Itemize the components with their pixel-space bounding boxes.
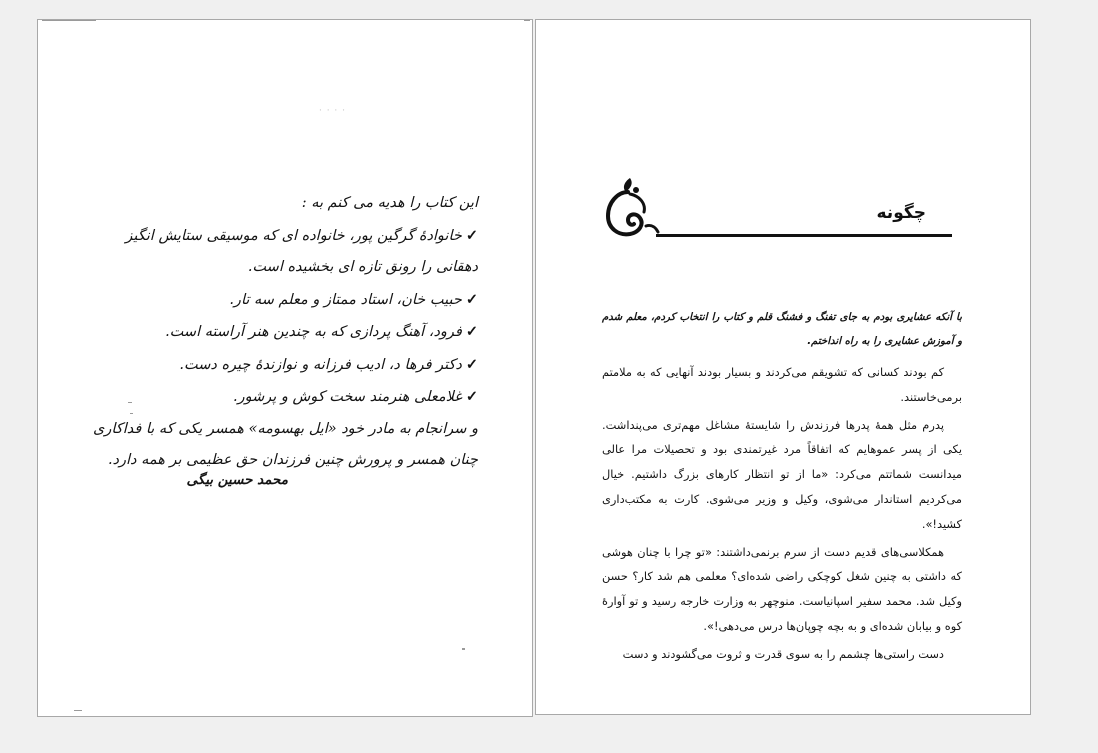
scan-speck bbox=[128, 402, 132, 403]
chapter-title: چگونه bbox=[876, 203, 926, 223]
chapter-body bbox=[602, 306, 962, 670]
dedication-line: چنان همسر و پرورش چنین فرزندان حق عظیمی بر همه دارد. bbox=[107, 452, 478, 468]
dedication-line: و سرانجام به مادر خود «ایل بهسومه» همسر یکی که با فداکاری bbox=[93, 420, 478, 437]
scan-speck bbox=[524, 20, 530, 21]
dedication-text bbox=[93, 188, 478, 477]
body-paragraph: کم بودند کسانی که تشویقم می‌کردند و بسیار بودند آنهایی که به ملامتم برمی‌خاستند. bbox=[602, 365, 962, 404]
faded-header-text: · · · · bbox=[318, 106, 346, 116]
scan-speck bbox=[462, 648, 465, 650]
chapter-epigraph: با آنکه عشایری بودم به جای تفنگ و فشنگ قلم و کتاب را انتخاب کردم، معلم شدم و آموزش عشایری را به راه انداختم. bbox=[602, 312, 962, 347]
check-mark-icon: ✓ bbox=[465, 388, 478, 405]
scan-speck bbox=[42, 20, 96, 21]
page-left-dedication bbox=[37, 19, 533, 717]
page-right-chapter bbox=[535, 19, 1031, 715]
scan-speck bbox=[74, 710, 82, 711]
dedication-line: ✓حبیب خان، استاد ممتاز و معلم سه تار. bbox=[229, 290, 478, 308]
body-paragraph: همکلاسی‌های قدیم دست از سرم برنمی‌داشتند: «تو چرا با چنان هوشی که داشتی به چنین شغل کوچکی راضی شده‌ای؟ معلمی هم شد کار؟ حسن وکیل شد. محمد سفیر اسپانیاست. منوچهر به وزارت خارجه رسید و تو آوارهٔ کوه و بیابان شده‌ای و به بچه چوپان‌ها درس می‌دهی!». bbox=[602, 544, 962, 633]
dedication-line: ✓دکتر فرها د، ادیب فرزانه و نوازندهٔ چیره دست. bbox=[179, 355, 478, 373]
body-paragraph: دست راستی‌ها چشمم را به سوی قدرت و ثروت می‌گشودند و دست bbox=[622, 646, 944, 661]
dedication-line: دهقانی را رونق تازه ای بخشیده است. bbox=[247, 259, 478, 275]
check-mark-icon: ✓ bbox=[465, 290, 478, 308]
check-mark-icon: ✓ bbox=[465, 226, 478, 244]
dedication-line: ✓غلامعلی هنرمند سخت کوش و پرشور. bbox=[233, 388, 478, 405]
chapter-ornament-icon bbox=[600, 172, 660, 242]
chapter-rule bbox=[656, 234, 952, 237]
scan-speck bbox=[130, 413, 133, 414]
dedication-line: ✓خانوادهٔ گرگین پور، خانواده ای که موسیقی ستایش انگیز bbox=[125, 226, 478, 244]
dedication-line: ✓فرود، آهنگ پردازی که به چندین هنر آراسته است. bbox=[165, 323, 478, 340]
author-signature: محمد حسین بیگی bbox=[186, 472, 288, 488]
check-mark-icon: ✓ bbox=[465, 323, 478, 340]
dedication-line: این کتاب را هدیه می کنم به : bbox=[301, 195, 478, 211]
check-mark-icon: ✓ bbox=[465, 355, 478, 373]
body-paragraph: پدرم مثل همهٔ پدرها فرزندش را شایستهٔ مشاغل مهم‌تری می‌پنداشت. یکی از پسر عموهایم که اتفاقاً مرد غیرتمندی بود و تحصیلات مرا عالی میدانست شماتتم می‌کرد: «ما از تو انتظار کارهای بزرگ داشتیم. خیال می‌کردیم استاندار می‌شوی، وکیل و وزیر می‌شوی. کارت به مکتب‌داری کشید!». bbox=[602, 417, 962, 531]
